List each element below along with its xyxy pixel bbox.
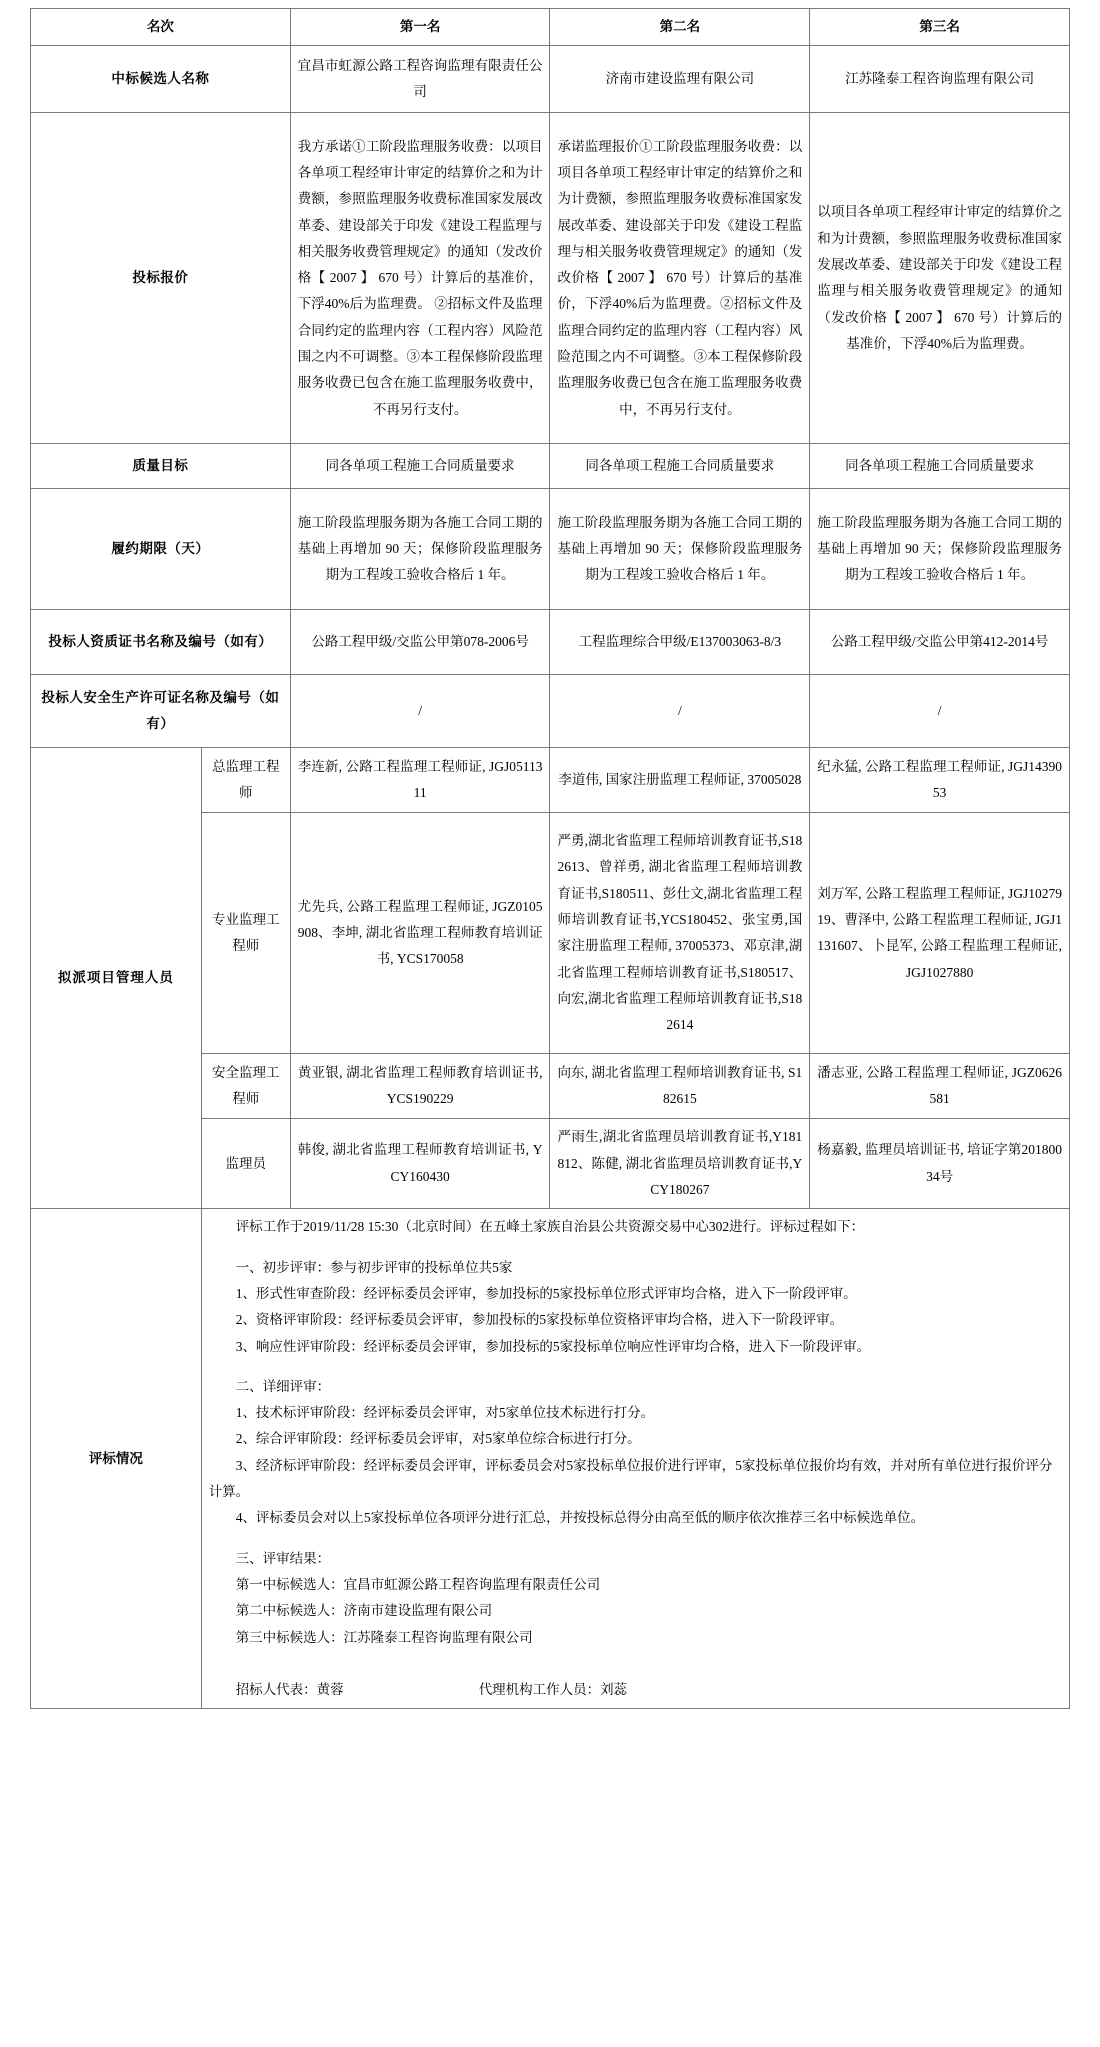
professional-supervisor-rank3: 刘万军, 公路工程监理工程师证, JGJ1027919、曹泽中, 公路工程监理工程师证, JGJ1131607、卜昆军, 公路工程监理工程师证, JGJ1027880 [810,813,1070,1054]
spacer [209,1241,1062,1255]
supervisor-staff-rank1: 韩俊, 湖北省监理工程师教育培训证书, YCY160430 [290,1119,550,1209]
bid-price-rank1: 我方承诺①工阶段监理服务收费：以项目各单项工程经审计审定的结算价之和为计费额，参照监理服务收费标准国家发展改革委、建设部关于印发《建设工程监理与相关服务收费管理规定》的通知（发改价格【 2007 】 670 号）计算后的基准价，下浮40%后为监理费。 ②招标文件及监理合同约定的监理内容（工程内容）风险范围之内不可调整。③本工程保修阶段监理服务收费已包含在施工监理服务收费中，不再另行支付。 [290,113,550,444]
chief-supervisor-rank3: 纪永猛, 公路工程监理工程师证, JGJ1439053 [810,748,1070,813]
table-row-chief-supervisor [31,748,1070,813]
row-label-safety-permit: 投标人安全生产许可证名称及编号（如有） [31,675,291,748]
role-label-chief-supervisor: 总监理工程师 [201,748,290,813]
professional-supervisor-rank2: 严勇,湖北省监理工程师培训教育证书,S182613、曾祥勇, 湖北省监理工程师培训教育证书,S180511、彭仕文,湖北省监理工程师培训教育证书,YCS180452、张宝勇,国家注册监理工程师, 37005373、邓京津,湖北省监理工程师培训教育证书,S180517、向宏,湖北省监理工程师培训教育证书,S182614 [550,813,810,1054]
quality-target-rank1: 同各单项工程施工合同质量要求 [290,444,550,489]
table-row-qualification-cert [31,610,1070,675]
evaluation-section3-item-3: 第三中标候选人：江苏隆泰工程咨询监理有限公司 [235,1629,533,1645]
evaluation-section2-item-3: 3、经济标评审阶段：经评标委员会评审，评标委员会对5家投标单位报价进行评审，5家投标单位报价均有效，并对所有单位进行报价评分计算。 [208,1457,1053,1500]
performance-period-rank2: 施工阶段监理服务期为各施工合同工期的基础上再增加 90 天；保修阶段监理服务期为工程竣工验收合格后 1 年。 [550,489,810,610]
quality-target-rank3: 同各单项工程施工合同质量要求 [810,444,1070,489]
candidate-name-rank2: 济南市建设监理有限公司 [550,46,810,113]
safety-supervisor-rank2: 向东, 湖北省监理工程师培训教育证书, S182615 [550,1054,810,1119]
qualification-cert-rank3: 公路工程甲级/交监公甲第412-2014号 [810,610,1070,675]
row-label-bid-price: 投标报价 [31,113,291,444]
evaluation-section1-item-1: 1、形式性审查阶段：经评标委员会评审，参加投标的5家投标单位形式评审均合格，进入下一阶段评审。 [235,1285,857,1301]
evaluation-section2-item-2: 2、综合评审阶段：经评标委员会评审，对5家单位综合标进行打分。 [235,1431,641,1447]
evaluation-section1-item-3: 3、响应性评审阶段：经评标委员会评审，参加投标的5家投标单位响应性评审均合格，进入下一阶段评审。 [235,1338,871,1354]
candidate-name-rank1: 宜昌市虹源公路工程咨询监理有限责任公司 [290,46,550,113]
table-row-bid-price [31,113,1070,444]
bid-evaluation-table [30,8,1070,1709]
role-label-professional-supervisor: 专业监理工程师 [201,813,290,1054]
quality-target-rank2: 同各单项工程施工合同质量要求 [550,444,810,489]
row-label-qualification-cert: 投标人资质证书名称及编号（如有） [31,610,291,675]
table-header-row [31,9,1070,46]
spacer [209,1532,1062,1546]
signature-row [209,1677,1062,1703]
supervisor-staff-rank2: 严雨生,湖北省监理员培训教育证书,Y181812、陈健, 湖北省监理员培训教育证书,YCY180267 [550,1119,810,1209]
evaluation-section1-title: 一、初步评审：参与初步评审的投标单位共5家 [235,1259,513,1275]
table-row-performance-period [31,489,1070,610]
safety-permit-rank1: / [290,675,550,748]
table-row-safety-permit [31,675,1070,748]
row-label-candidate-name: 中标候选人名称 [31,46,291,113]
evaluation-section3-item-2: 第二中标候选人：济南市建设监理有限公司 [235,1603,493,1619]
candidate-name-rank3: 江苏隆泰工程咨询监理有限公司 [810,46,1070,113]
chief-supervisor-rank2: 李道伟, 国家注册监理工程师证, 37005028 [550,748,810,813]
signature-agency-staff: 代理机构工作人员：刘蕊 [478,1681,628,1697]
role-label-supervisor-staff: 监理员 [201,1119,290,1209]
role-label-safety-supervisor: 安全监理工程师 [201,1054,290,1119]
row-label-quality-target: 质量目标 [31,444,291,489]
professional-supervisor-rank1: 尤先兵, 公路工程监理工程师证, JGZ0105908、李坤, 湖北省监理工程师教育培训证书, YCS170058 [290,813,550,1054]
performance-period-rank3: 施工阶段监理服务期为各施工合同工期的基础上再增加 90 天；保修阶段监理服务期为工程竣工验收合格后 1 年。 [810,489,1070,610]
bid-price-rank3: 以项目各单项工程经审计审定的结算价之和为计费额，参照监理服务收费标准国家发展改革委、建设部关于印发《建设工程监理与相关服务收费管理规定》的通知（发改价格【 2007 】 670 号）计算后的基准价，下浮40%后为监理费。 [810,113,1070,444]
evaluation-narrative [201,1209,1069,1709]
row-label-performance-period: 履约期限（天） [31,489,291,610]
table-row-candidate-name [31,46,1070,113]
qualification-cert-rank2: 工程监理综合甲级/E137003063-8/3 [550,610,810,675]
evaluation-section2-item-4: 4、评标委员会对以上5家投标单位各项评分进行汇总，并按投标总得分由高至低的顺序依次推荐三名中标候选单位。 [235,1510,925,1526]
table-row-quality-target [31,444,1070,489]
evaluation-section2-item-1: 1、技术标评审阶段：经评标委员会评审，对5家单位技术标进行打分。 [235,1405,655,1421]
spacer [209,1360,1062,1374]
evaluation-section1-item-2: 2、资格评审阶段：经评标委员会评审，参加投标的5家投标单位资格评审均合格，进入下一阶段评审。 [235,1312,844,1328]
header-rank-label: 名次 [31,9,291,46]
evaluation-section3-item-1: 第一中标候选人：宜昌市虹源公路工程咨询监理有限责任公司 [235,1577,601,1592]
supervisor-staff-rank3: 杨嘉毅, 监理员培训证书, 培证字第20180034号 [810,1119,1070,1209]
evaluation-section2-title: 二、详细评审： [235,1378,331,1394]
chief-supervisor-rank1: 李连新, 公路工程监理工程师证, JGJ0511311 [290,748,550,813]
performance-period-rank1: 施工阶段监理服务期为各施工合同工期的基础上再增加 90 天；保修阶段监理服务期为工程竣工验收合格后 1 年。 [290,489,550,610]
safety-permit-rank2: / [550,675,810,748]
safety-supervisor-rank3: 潘志亚, 公路工程监理工程师证, JGZ0626581 [810,1054,1070,1119]
header-rank-3: 第三名 [810,9,1070,46]
signature-tenderee: 招标人代表：黄蓉 [235,1681,344,1697]
safety-supervisor-rank1: 黄亚银, 湖北省监理工程师教育培训证书, YCS190229 [290,1054,550,1119]
header-rank-1: 第一名 [290,9,550,46]
safety-permit-rank3: / [810,675,1070,748]
row-label-evaluation: 评标情况 [31,1209,202,1709]
qualification-cert-rank1: 公路工程甲级/交监公甲第078-2006号 [290,610,550,675]
table-row-evaluation-details [31,1209,1070,1709]
evaluation-intro: 评标工作于2019/11/28 15:30（北京时间）在五峰土家族自治县公共资源交易中心302进行。评标过程如下： [235,1219,865,1235]
header-rank-2: 第二名 [550,9,810,46]
row-label-personnel: 拟派项目管理人员 [31,748,202,1209]
evaluation-section3-title: 三、评审结果： [235,1550,331,1566]
bid-price-rank2: 承诺监理报价①工阶段监理服务收费：以项目各单项工程经审计审定的结算价之和为计费额，参照监理服务收费标准国家发展改革委、建设部关于印发《建设工程监理与相关服务收费管理规定》的通知（发改价格【 2007 】 670 号）计算后的基准价，下浮40%后为监理费。②招标文件及监理合同约定的监理内容（工程内容）风险范围之内不可调整。③本工程保修阶段监理服务收费已包含在施工监理服务收费中，不再另行支付。 [550,113,810,444]
